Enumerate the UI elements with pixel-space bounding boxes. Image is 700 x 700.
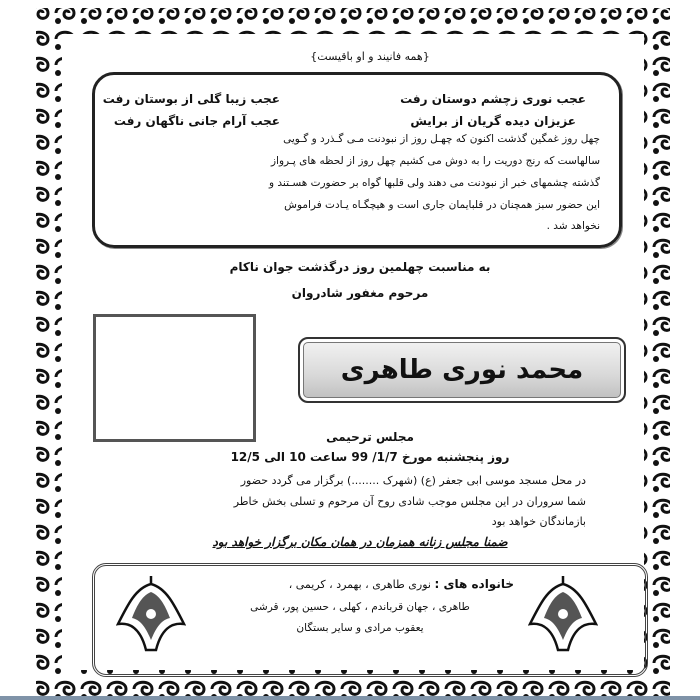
photo-placeholder [93,314,256,442]
right-ornament-icon [528,574,598,652]
motto: {همه فانیند و او باقیست} [310,50,430,63]
families-line2: طاهری ، جهان قرباندم ، کهلی ، حسین پور، قرشی [250,601,470,613]
paragraph-line: گذشته چشمهای خبر از نبودنت می دهند ولی قلبها گواه بر حضورت هسـتند و [269,177,600,189]
name-box [298,337,626,403]
poem-line1-right: عجب نوری زچشم دوستان رفت [400,92,586,106]
ceremony-line3: بازماندگان خواهد بود [491,515,586,528]
left-ornament-icon [116,574,186,652]
paragraph-line: نخواهد شد . [546,220,600,232]
occasion-line2: مرحوم مغفور شادروان [291,286,429,300]
ceremony-venue: در محل مسجد موسی ابی جعفر (ع) (شهرک ........) برگزار می گردد حضور [240,474,586,487]
women-ceremony-note: ضمنا مجلس زنانه همزمان در همان مکان برگزار خواهد بود [212,535,508,549]
paragraph-line: سالهاست که رنج دوریت را به دوش می کشیم چهل روز از لحظه های پـرواز [270,155,600,167]
poem-line2-left: عجب آرام جانی ناگهان رفت [113,114,280,128]
families-line1 [289,577,514,591]
families-line3: یعقوب مرادی و سایر بستگان [296,622,424,634]
occasion-line1: به مناسبت چهلمین روز درگذشت جوان ناکام [229,260,491,274]
paragraph-line: چهل روز غمگین گذشت اکنون که چهـل روز از نبودنت مـی گـذرد و گـویی [283,133,600,145]
deceased-name: محمد نوری طاهری [340,355,584,385]
ceremony-date: روز پنجشنبه مورخ 1/7/ 99 ساعت 10 الی 12/5 [230,450,510,464]
ceremony-title: مجلس ترحیمی [326,430,414,444]
poem-line1-left: عجب زیبا گلی از بوستان رفت [102,92,280,106]
paragraph-line: این حضور سبز همچنان در قلبایمان جاری است و هیچگـاه یـادت فراموش [284,199,600,211]
ceremony-line2: شما سروران در این مجلس موجب شادی روح آن مرحوم و تسلی بخش خاطر [233,495,586,508]
families-label: خانواده های : [434,577,514,591]
poem-line2-right: عزیزان دیده گریان از برایش [410,114,576,128]
families-names: نوری طاهری ، بهمرد ، کریمی ، [288,578,431,591]
bottom-bar [0,696,700,700]
